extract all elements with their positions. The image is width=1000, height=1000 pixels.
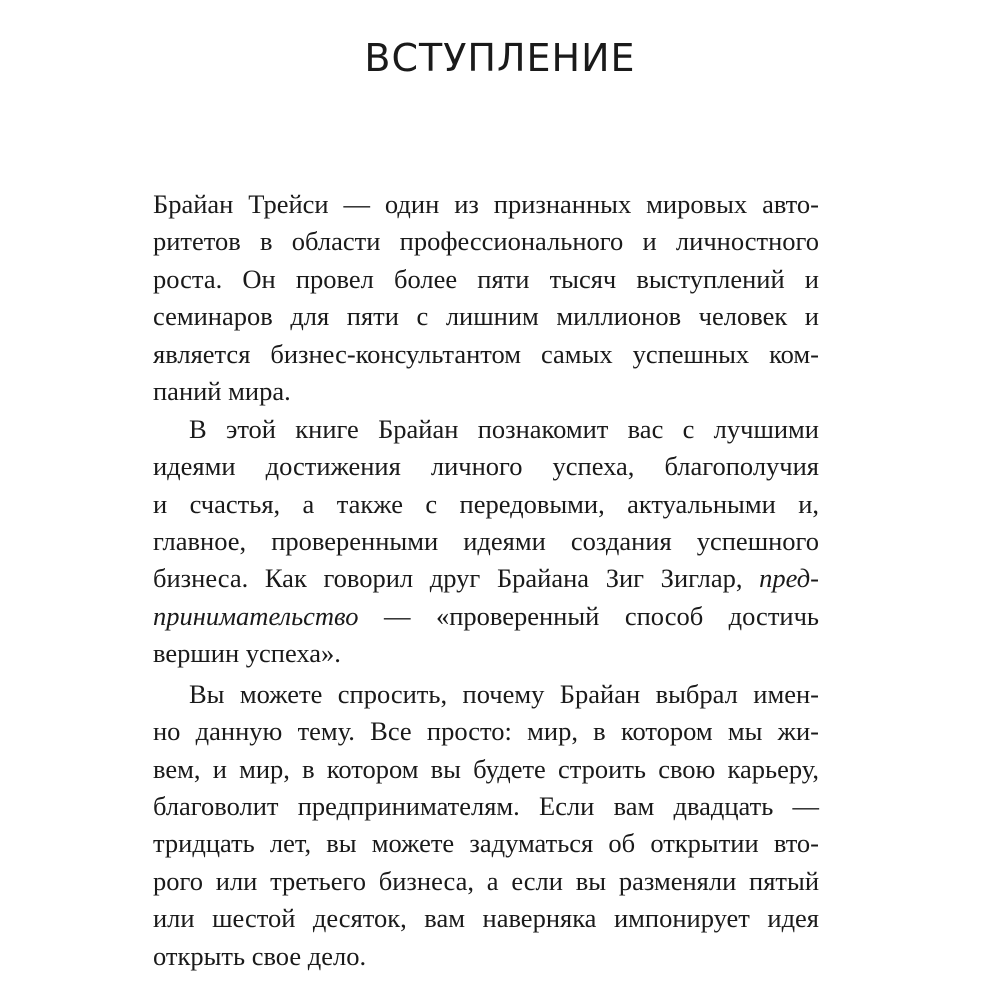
paragraph-2 (153, 411, 819, 673)
text-line: и счастья, а также с передовыми, актуальными и, (153, 488, 819, 519)
italic-text-segment: пред- (759, 563, 819, 594)
text-line: идеями достижения личного успеха, благополучия (153, 451, 819, 482)
text-line: благоволит предпринимателям. Если вам двадцать — (153, 791, 819, 821)
text-line: Брайан Трейси — один из признанных мировых авто- (153, 189, 819, 219)
text-line: паний мира. (153, 376, 291, 407)
body-text (153, 186, 819, 975)
chapter-title: ВСТУПЛЕНИЕ (364, 36, 636, 80)
text-line: ритетов в области профессионального и личностного (153, 226, 819, 257)
text-line: вершин успеха». (153, 638, 341, 669)
text-line: вем, и мир, в котором вы будете строить свою карьеру, (153, 753, 819, 784)
text-line: тридцать лет, вы можете задуматься об открытии вто- (153, 828, 819, 859)
text-segment: — «проверенный способ достичь (358, 600, 819, 631)
text-line: Вы можете спросить, почему Брайан выбрал имен- (189, 678, 819, 709)
text-line: является бизнес-консультантом самых успешных ком- (153, 338, 819, 369)
text-line: главное, проверенными идеями создания успешного (153, 525, 819, 556)
text-line: или шестой десяток, вам наверняка импонирует идея (153, 903, 819, 934)
text-line: но данную тему. Все просто: мир, в котором мы жи- (153, 716, 819, 747)
text-line (153, 560, 819, 597)
paragraph-3 (153, 676, 819, 976)
text-line (153, 598, 819, 635)
text-segment: бизнеса. Как говорил друг Брайана Зиг Зиглар, (153, 563, 760, 594)
italic-text-segment: принимательство (153, 600, 359, 631)
paragraph-1 (153, 186, 819, 411)
text-line: рого или третьего бизнеса, а если вы разменяли пятый (153, 865, 819, 896)
text-line: семинаров для пяти с лишним миллионов человек и (153, 301, 819, 332)
text-line: В этой книге Брайан познакомит вас с лучшими (189, 413, 819, 444)
text-line: роста. Он провел более пяти тысяч выступлений и (153, 263, 819, 294)
text-line: открыть свое дело. (153, 940, 367, 971)
